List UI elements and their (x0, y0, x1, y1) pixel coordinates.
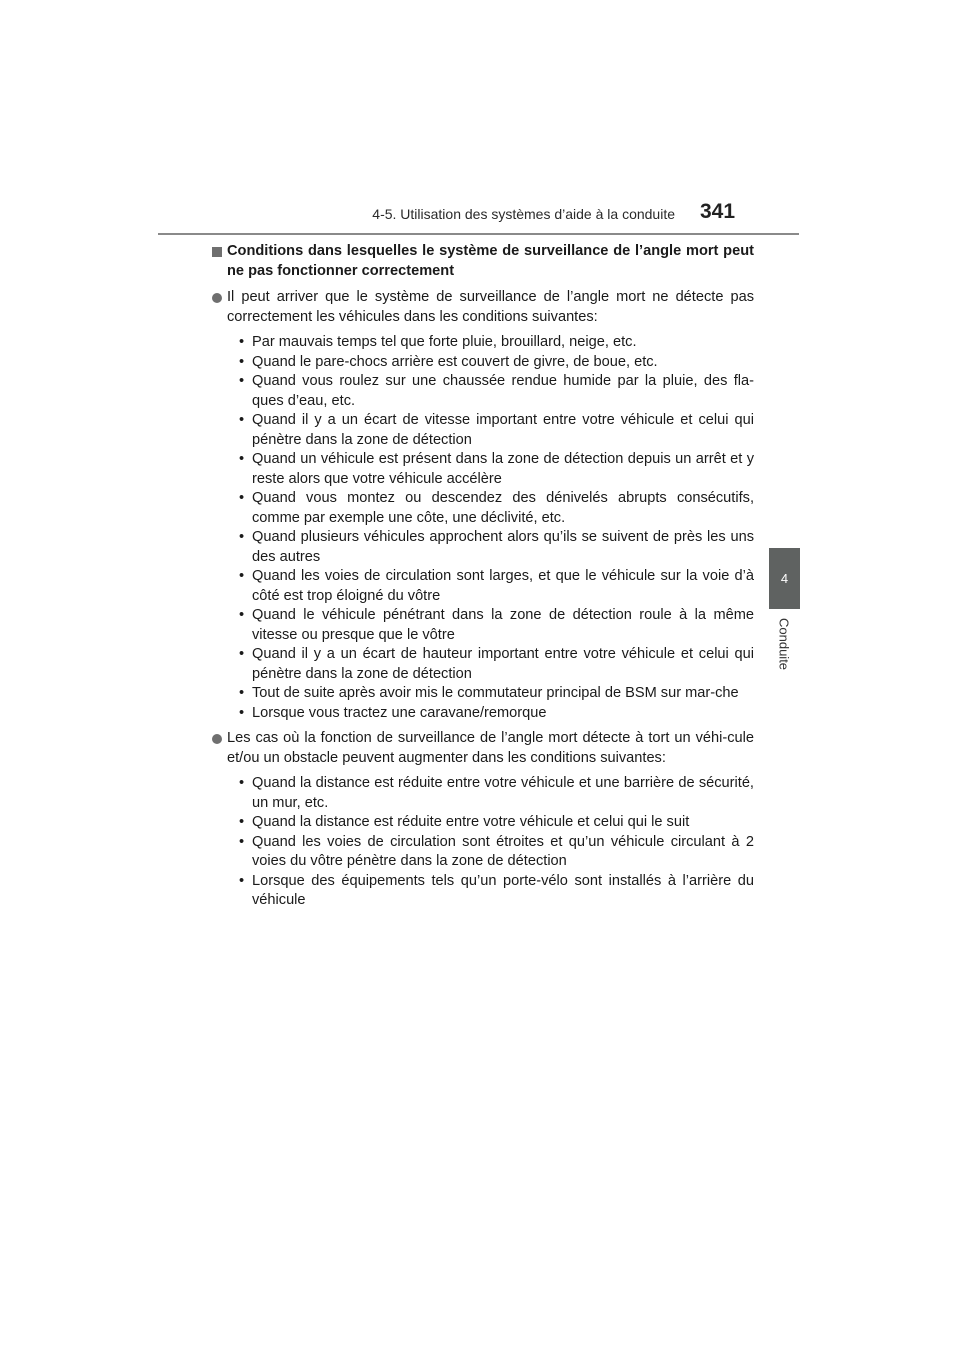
list-item: • Quand le véhicule pénétrant dans la zone de détection roule à la même vitesse ou presque que le vôtre (239, 607, 754, 643)
list-item: • Quand il y a un écart de vitesse important entre votre véhicule et celui qui pénètre dans la zone de détection (239, 412, 754, 448)
chapter-label: Conduite (776, 618, 792, 671)
section-heading (212, 242, 754, 281)
list-item: • Quand vous roulez sur une chaussée rendue humide par la pluie, des fla-ques d’eau, etc. (239, 373, 754, 409)
section-title: 4-5. Utilisation des systèmes d’aide à la conduite (372, 206, 675, 222)
list-item: • Quand les voies de circulation sont larges, et que le véhicule sur la voie d’à côté est trop éloigné du vôtre (239, 568, 754, 604)
circle-bullet-icon (212, 293, 222, 303)
condition-list (212, 333, 754, 723)
square-bullet-icon (212, 247, 222, 257)
condition-list (212, 774, 754, 911)
list-item: • Lorsque des équipements tels qu’un porte-vélo sont installés à l’arrière du véhicule (239, 872, 754, 908)
list-item: • Par mauvais temps tel que forte pluie, brouillard, neige, etc. (239, 334, 637, 350)
page-number: 341 (700, 200, 736, 223)
section-heading-text: Conditions dans lesquelles le système de surveillance de l’angle mort peut ne pas fonctionner correctement (227, 243, 754, 279)
list-item: • Tout de suite après avoir mis le commutateur principal de BSM sur mar-che (239, 685, 739, 701)
condition-group-intro (212, 729, 754, 768)
header-divider (158, 233, 799, 235)
group-intro-text: Il peut arriver que le système de surveillance de l’angle mort ne détecte pas correctement les véhicules dans les conditions suivantes: (227, 289, 754, 325)
condition-group-intro (212, 288, 754, 327)
list-item: • Quand la distance est réduite entre votre véhicule et celui qui le suit (239, 814, 690, 830)
list-item: • Quand il y a un écart de hauteur important entre votre véhicule et celui qui pénètre dans la zone de détection (239, 646, 754, 682)
list-item: • Quand plusieurs véhicules approchent alors qu’ils se suivent de près les uns des autres (239, 529, 754, 565)
list-item: • Quand vous montez ou descendez des dénivelés abrupts consécutifs, comme par exemple une côte, une déclivité, etc. (239, 490, 754, 526)
chapter-tab[interactable] (769, 548, 800, 609)
list-item: • Quand un véhicule est présent dans la zone de détection depuis un arrêt et y reste alors que votre véhicule accélère (239, 451, 754, 487)
group-intro-text: Les cas où la fonction de surveillance de l’angle mort détecte à tort un véhi-cule et/ou un obstacle peuvent augmenter dans les conditions suivantes: (227, 730, 754, 766)
list-item: • Quand le pare-chocs arrière est couvert de givre, de boue, etc. (239, 353, 658, 370)
main-content (212, 242, 754, 917)
list-item: • Quand la distance est réduite entre votre véhicule et une barrière de sécurité, un mur, etc. (239, 775, 754, 811)
list-item: • Quand les voies de circulation sont étroites et qu’un véhicule circulant à 2 voies du vôtre pénètre dans la zone de détection (239, 833, 754, 869)
circle-bullet-icon (212, 734, 222, 744)
chapter-number: 4 (780, 571, 789, 586)
list-item: • Lorsque vous tractez une caravane/remorque (239, 704, 547, 721)
